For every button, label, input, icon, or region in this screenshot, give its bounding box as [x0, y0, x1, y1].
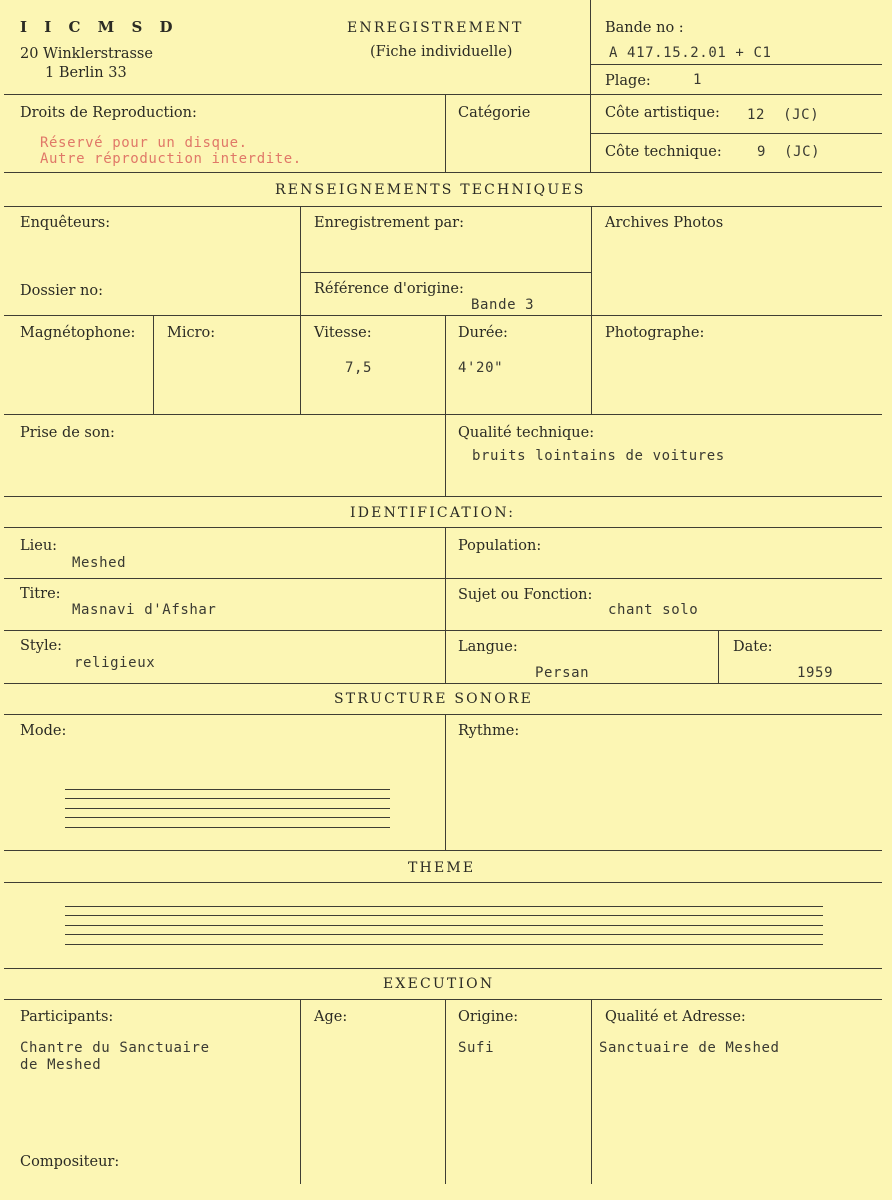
staff-line	[65, 789, 390, 790]
date-value: 1959	[797, 665, 834, 681]
qualite-adresse-value: Sanctuaire de Meshed	[599, 1040, 780, 1056]
enregistrement-par-label: Enregistrement par:	[314, 215, 464, 231]
divider-rights-category	[445, 94, 446, 172]
divider-exec-2	[445, 999, 446, 1184]
divider-tech-mid	[300, 206, 301, 414]
style-label: Style:	[20, 638, 63, 654]
rythme-label: Rythme:	[458, 723, 520, 739]
langue-value: Persan	[535, 665, 590, 681]
staff-line	[65, 934, 823, 935]
divider-header-right	[590, 0, 591, 172]
qualite-adresse-label: Qualité et Adresse:	[605, 1009, 746, 1025]
staff-line	[65, 798, 390, 799]
cote-technique-value: 9 (JC)	[757, 144, 821, 160]
lieu-value: Meshed	[72, 555, 127, 571]
plage-label: Plage:	[605, 73, 651, 89]
divider-exec-1	[300, 999, 301, 1184]
categorie-label: Catégorie	[458, 105, 531, 121]
population-label: Population:	[458, 538, 542, 554]
divider-langue-date	[718, 630, 719, 683]
rights-label: Droits de Reproduction:	[20, 105, 197, 121]
enqueteurs-label: Enquêteurs:	[20, 215, 111, 231]
theme-heading: THEME	[408, 860, 476, 876]
rights-stamp-line1: Réservé pour un disque.	[40, 135, 248, 151]
duree-label: Durée:	[458, 325, 508, 341]
line-lieu-bottom	[4, 578, 882, 579]
staff-line	[65, 808, 390, 809]
divider-vitesse-duree	[445, 315, 446, 414]
form-title: ENREGISTREMENT	[347, 20, 524, 36]
execution-heading: EXECUTION	[383, 976, 495, 992]
staff-line	[65, 915, 823, 916]
mode-label: Mode:	[20, 723, 67, 739]
titre-value: Masnavi d'Afshar	[72, 602, 217, 618]
qualite-technique-value: bruits lointains de voitures	[472, 448, 725, 464]
line-style-bottom	[4, 683, 882, 684]
staff-line	[65, 906, 823, 907]
form-subtitle: (Fiche individuelle)	[370, 44, 513, 60]
vitesse-value: 7,5	[345, 360, 373, 376]
reference-label: Référence d'origine:	[314, 281, 464, 297]
staff-line	[65, 817, 390, 818]
institute-logo: I I C M S D	[20, 18, 179, 36]
cote-technique-label: Côte technique:	[605, 144, 722, 160]
divider-exec-3	[591, 999, 592, 1184]
staff-line	[65, 925, 823, 926]
line-prise-bottom	[4, 496, 882, 497]
sujet-label: Sujet ou Fonction:	[458, 587, 593, 603]
sujet-value: chant solo	[608, 602, 699, 618]
compositeur-label: Compositeur:	[20, 1154, 120, 1170]
line-tech-heading	[4, 206, 882, 207]
cote-artistique-label: Côte artistique:	[605, 105, 720, 121]
divider-ident-mid	[445, 527, 446, 683]
divider-mode-rythme	[445, 714, 446, 850]
structure-heading: STRUCTURE SONORE	[334, 691, 534, 707]
cote-artistique-value: 12 (JC)	[747, 107, 820, 123]
line-structure-heading	[4, 714, 882, 715]
date-label: Date:	[733, 639, 773, 655]
plage-value: 1	[693, 72, 703, 88]
bande-label: Bande no :	[605, 20, 684, 36]
duree-value: 4'20"	[458, 360, 504, 376]
line-exec-heading	[4, 999, 882, 1000]
staff-line	[65, 944, 823, 945]
line-ident-heading	[4, 527, 882, 528]
line-titre-bottom	[4, 630, 882, 631]
technique-heading: RENSEIGNEMENTS TECHNIQUES	[275, 182, 586, 198]
rights-stamp-line2: Autre réproduction interdite.	[40, 151, 302, 167]
age-label: Age:	[314, 1009, 348, 1025]
divider-magneto-micro	[153, 315, 154, 414]
identification-heading: IDENTIFICATION:	[350, 505, 516, 521]
vitesse-label: Vitesse:	[314, 325, 372, 341]
line-bande	[590, 64, 882, 65]
titre-label: Titre:	[20, 586, 61, 602]
divider-prise-qualite	[445, 414, 446, 496]
origine-value: Sufi	[458, 1040, 495, 1056]
line-enreg-ref	[300, 272, 591, 273]
style-value: religieux	[74, 655, 156, 671]
line-mode-bottom	[4, 850, 882, 851]
reference-value: Bande 3	[471, 297, 535, 313]
photographe-label: Photographe:	[605, 325, 705, 341]
qualite-technique-label: Qualité technique:	[458, 425, 595, 441]
staff-line	[65, 827, 390, 828]
participants-label: Participants:	[20, 1009, 114, 1025]
dossier-label: Dossier no:	[20, 283, 103, 299]
archives-photos-label: Archives Photos	[605, 215, 724, 231]
participants-line1: Chantre du Sanctuaire	[20, 1040, 210, 1056]
line-dossier-bottom	[4, 315, 882, 316]
prise-de-son-label: Prise de son:	[20, 425, 115, 441]
line-rights-bottom	[4, 172, 882, 173]
origine-label: Origine:	[458, 1009, 519, 1025]
langue-label: Langue:	[458, 639, 518, 655]
line-theme-heading	[4, 882, 882, 883]
address-street: 20 Winklerstrasse	[20, 46, 153, 62]
line-theme-bottom	[4, 968, 882, 969]
line-cote	[590, 133, 882, 134]
magnetophone-label: Magnétophone:	[20, 325, 136, 341]
micro-label: Micro:	[167, 325, 216, 341]
divider-tech-right	[591, 206, 592, 414]
participants-line2: de Meshed	[20, 1057, 102, 1073]
address-city: 1 Berlin 33	[45, 65, 127, 81]
line-magneto-bottom	[4, 414, 882, 415]
lieu-label: Lieu:	[20, 538, 58, 554]
bande-value: A 417.15.2.01 + C1	[609, 45, 772, 61]
line-header-bottom	[4, 94, 882, 95]
